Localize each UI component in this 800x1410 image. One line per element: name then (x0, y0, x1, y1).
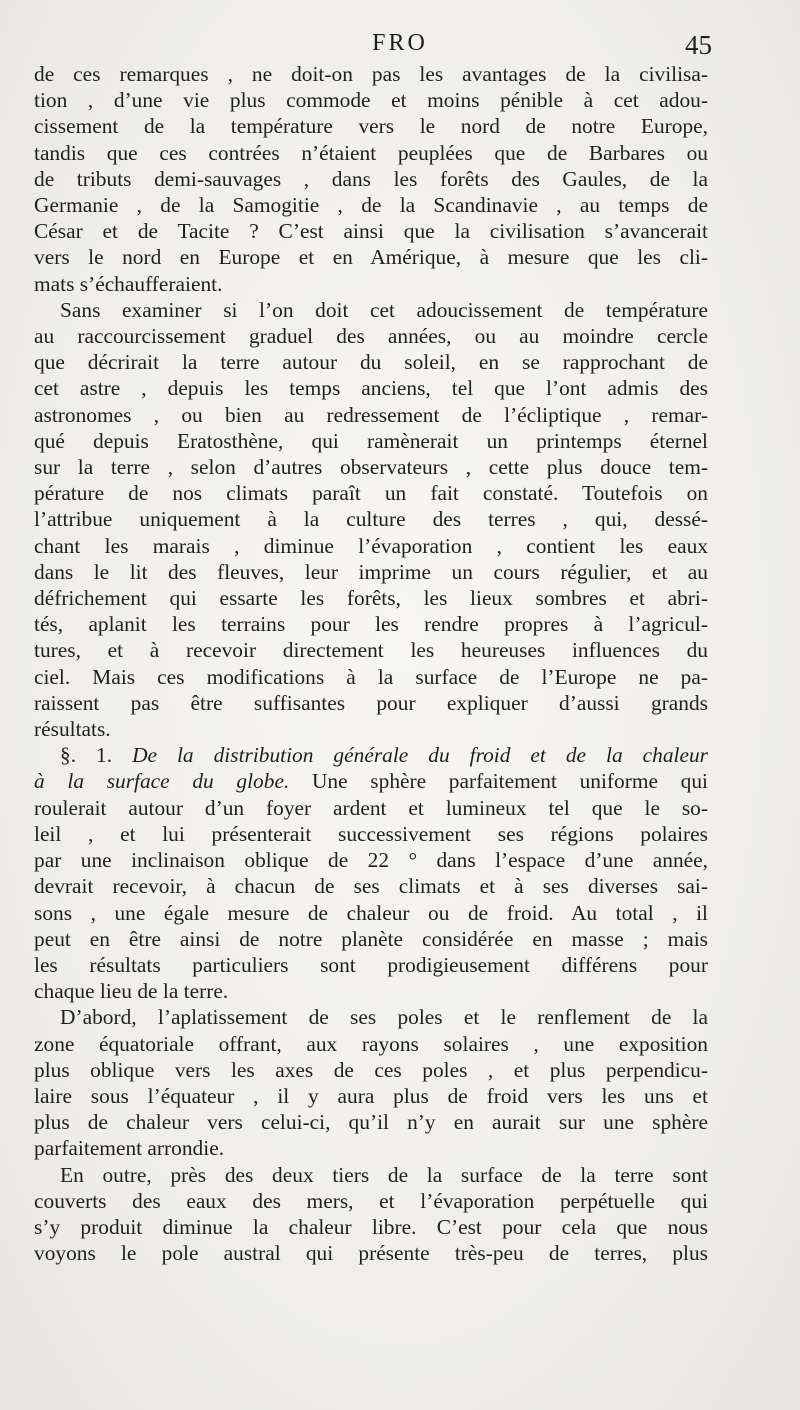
text-line: chaque lieu de la terre. (34, 979, 229, 1004)
text-line: astronomes , ou bien au redressement de l’écliptique , remar- (34, 402, 708, 427)
text-line: de tributs demi-sauvages , dans les forêts des Gaules, de la (34, 166, 708, 191)
section-heading-line (34, 742, 708, 768)
text-line: tures, et à recevoir directement les heureuses influences du (34, 638, 708, 663)
text-line: au raccourcissement graduel des années, ou au moindre cercle (34, 324, 708, 349)
text-line: dans le lit des fleuves, leur imprime un cours régulier, et au (34, 559, 708, 584)
section-number: §. 1. (60, 743, 113, 768)
text-line: César et de Tacite ? C’est ainsi que la civilisation s’avancerait (34, 219, 708, 244)
text-line: pérature de nos climats paraît un fait constaté. Toutefois on (34, 481, 708, 506)
text-line: parfaitement arrondie. (34, 1136, 225, 1161)
text-line: cet astre , depuis les temps anciens, tel que l’ont admis des (34, 376, 708, 401)
body-text (34, 61, 708, 1266)
text-line: plus oblique vers les axes de ces poles , et plus perpendicu- (34, 1057, 708, 1082)
text-line: peut en être ainsi de notre planète considérée en masse ; mais (34, 926, 708, 951)
text-line: sur la terre , selon d’autres observateurs , cette plus douce tem- (34, 455, 708, 480)
paragraph-4 (34, 1004, 708, 1161)
text-line: ciel. Mais ces modifications à la surface de l’Europe ne pa- (34, 664, 708, 689)
text-line: Germanie , de la Samogitie , de la Scandinavie , au temps de (34, 193, 708, 218)
paragraph-1 (34, 61, 708, 297)
text-line: vers le nord en Europe et en Amérique, à mesure que les cli- (34, 245, 708, 270)
text-line: En outre, près des deux tiers de la surface de la terre sont (60, 1162, 708, 1187)
running-title: FRO (372, 30, 428, 56)
text-line: défrichement qui essarte les forêts, les lieux sombres et abri- (34, 586, 708, 611)
text-line: cissement de la température vers le nord de notre Europe, (34, 114, 708, 139)
text-line: leil , et lui présenterait successivement ses régions polaires (34, 821, 708, 846)
text-line: voyons le pole austral qui présente très-peu de terres, plus (34, 1241, 708, 1266)
text-line: par une inclinaison oblique de 22 ° dans l’espace d’une année, (34, 848, 708, 873)
text-line: laire sous l’équateur , il y aura plus de froid vers les uns et (34, 1083, 708, 1108)
paragraph-5 (34, 1162, 708, 1267)
text-line: plus de chaleur vers celui-ci, qu’il n’y en aurait sur une sphère (34, 1110, 708, 1135)
text-line: couverts des eaux des mers, et l’évaporation perpétuelle qui (34, 1188, 708, 1213)
paragraph-2 (34, 297, 708, 742)
text-line: qué depuis Eratosthène, qui ramènerait un printemps éternel (34, 428, 708, 453)
section-heading-line (34, 768, 708, 794)
text-line: raissent pas être suffisantes pour expliquer d’aussi grands (34, 690, 708, 715)
text-line: tion , d’une vie plus commode et moins pénible à cet adou- (34, 88, 708, 113)
running-head (0, 30, 800, 60)
text-line: D’abord, l’aplatissement de ses poles et le renflement de la (60, 1005, 708, 1030)
text-line: zone équatoriale offrant, aux rayons solaires , une exposition (34, 1031, 708, 1056)
text-line: tandis que ces contrées n’étaient peuplées que de Barbares ou (34, 140, 708, 165)
text-line: mats s’échaufferaient. (34, 271, 223, 296)
section-title-continued: à la surface du globe. (34, 769, 290, 794)
text-line: résultats. (34, 717, 111, 742)
text-line: l’attribue uniquement à la culture des terres , qui, dessé- (34, 507, 708, 532)
text-line: s’y produit diminue la chaleur libre. C’est pour cela que nous (34, 1214, 708, 1239)
text-line: que décrirait la terre autour du soleil, en se rapprochant de (34, 350, 708, 375)
text-line: roulerait autour d’un foyer ardent et lumineux tel que le so- (34, 795, 708, 820)
section-title: De la distribution générale du froid et de la chaleur (132, 743, 708, 768)
text-line: les résultats particuliers sont prodigieusement différens pour (34, 952, 708, 977)
text-line: tés, aplanit les terrains pour les rendre propres à l’agricul- (34, 612, 708, 637)
text-line: devrait recevoir, à chacun de ses climats et à ses diverses sai- (34, 874, 708, 899)
text-line: de ces remarques , ne doit-on pas les avantages de la civilisa- (34, 62, 708, 86)
text-run: Une sphère parfaitement uniforme qui (289, 769, 708, 794)
text-line: Sans examiner si l’on doit cet adoucissement de température (60, 297, 708, 322)
text-line: sons , une égale mesure de chaleur ou de froid. Au total , il (34, 900, 708, 925)
text-line: chant les marais , diminue l’évaporation , contient les eaux (34, 533, 708, 558)
page-number: 45 (685, 30, 712, 60)
paragraph-3 (34, 742, 708, 1004)
